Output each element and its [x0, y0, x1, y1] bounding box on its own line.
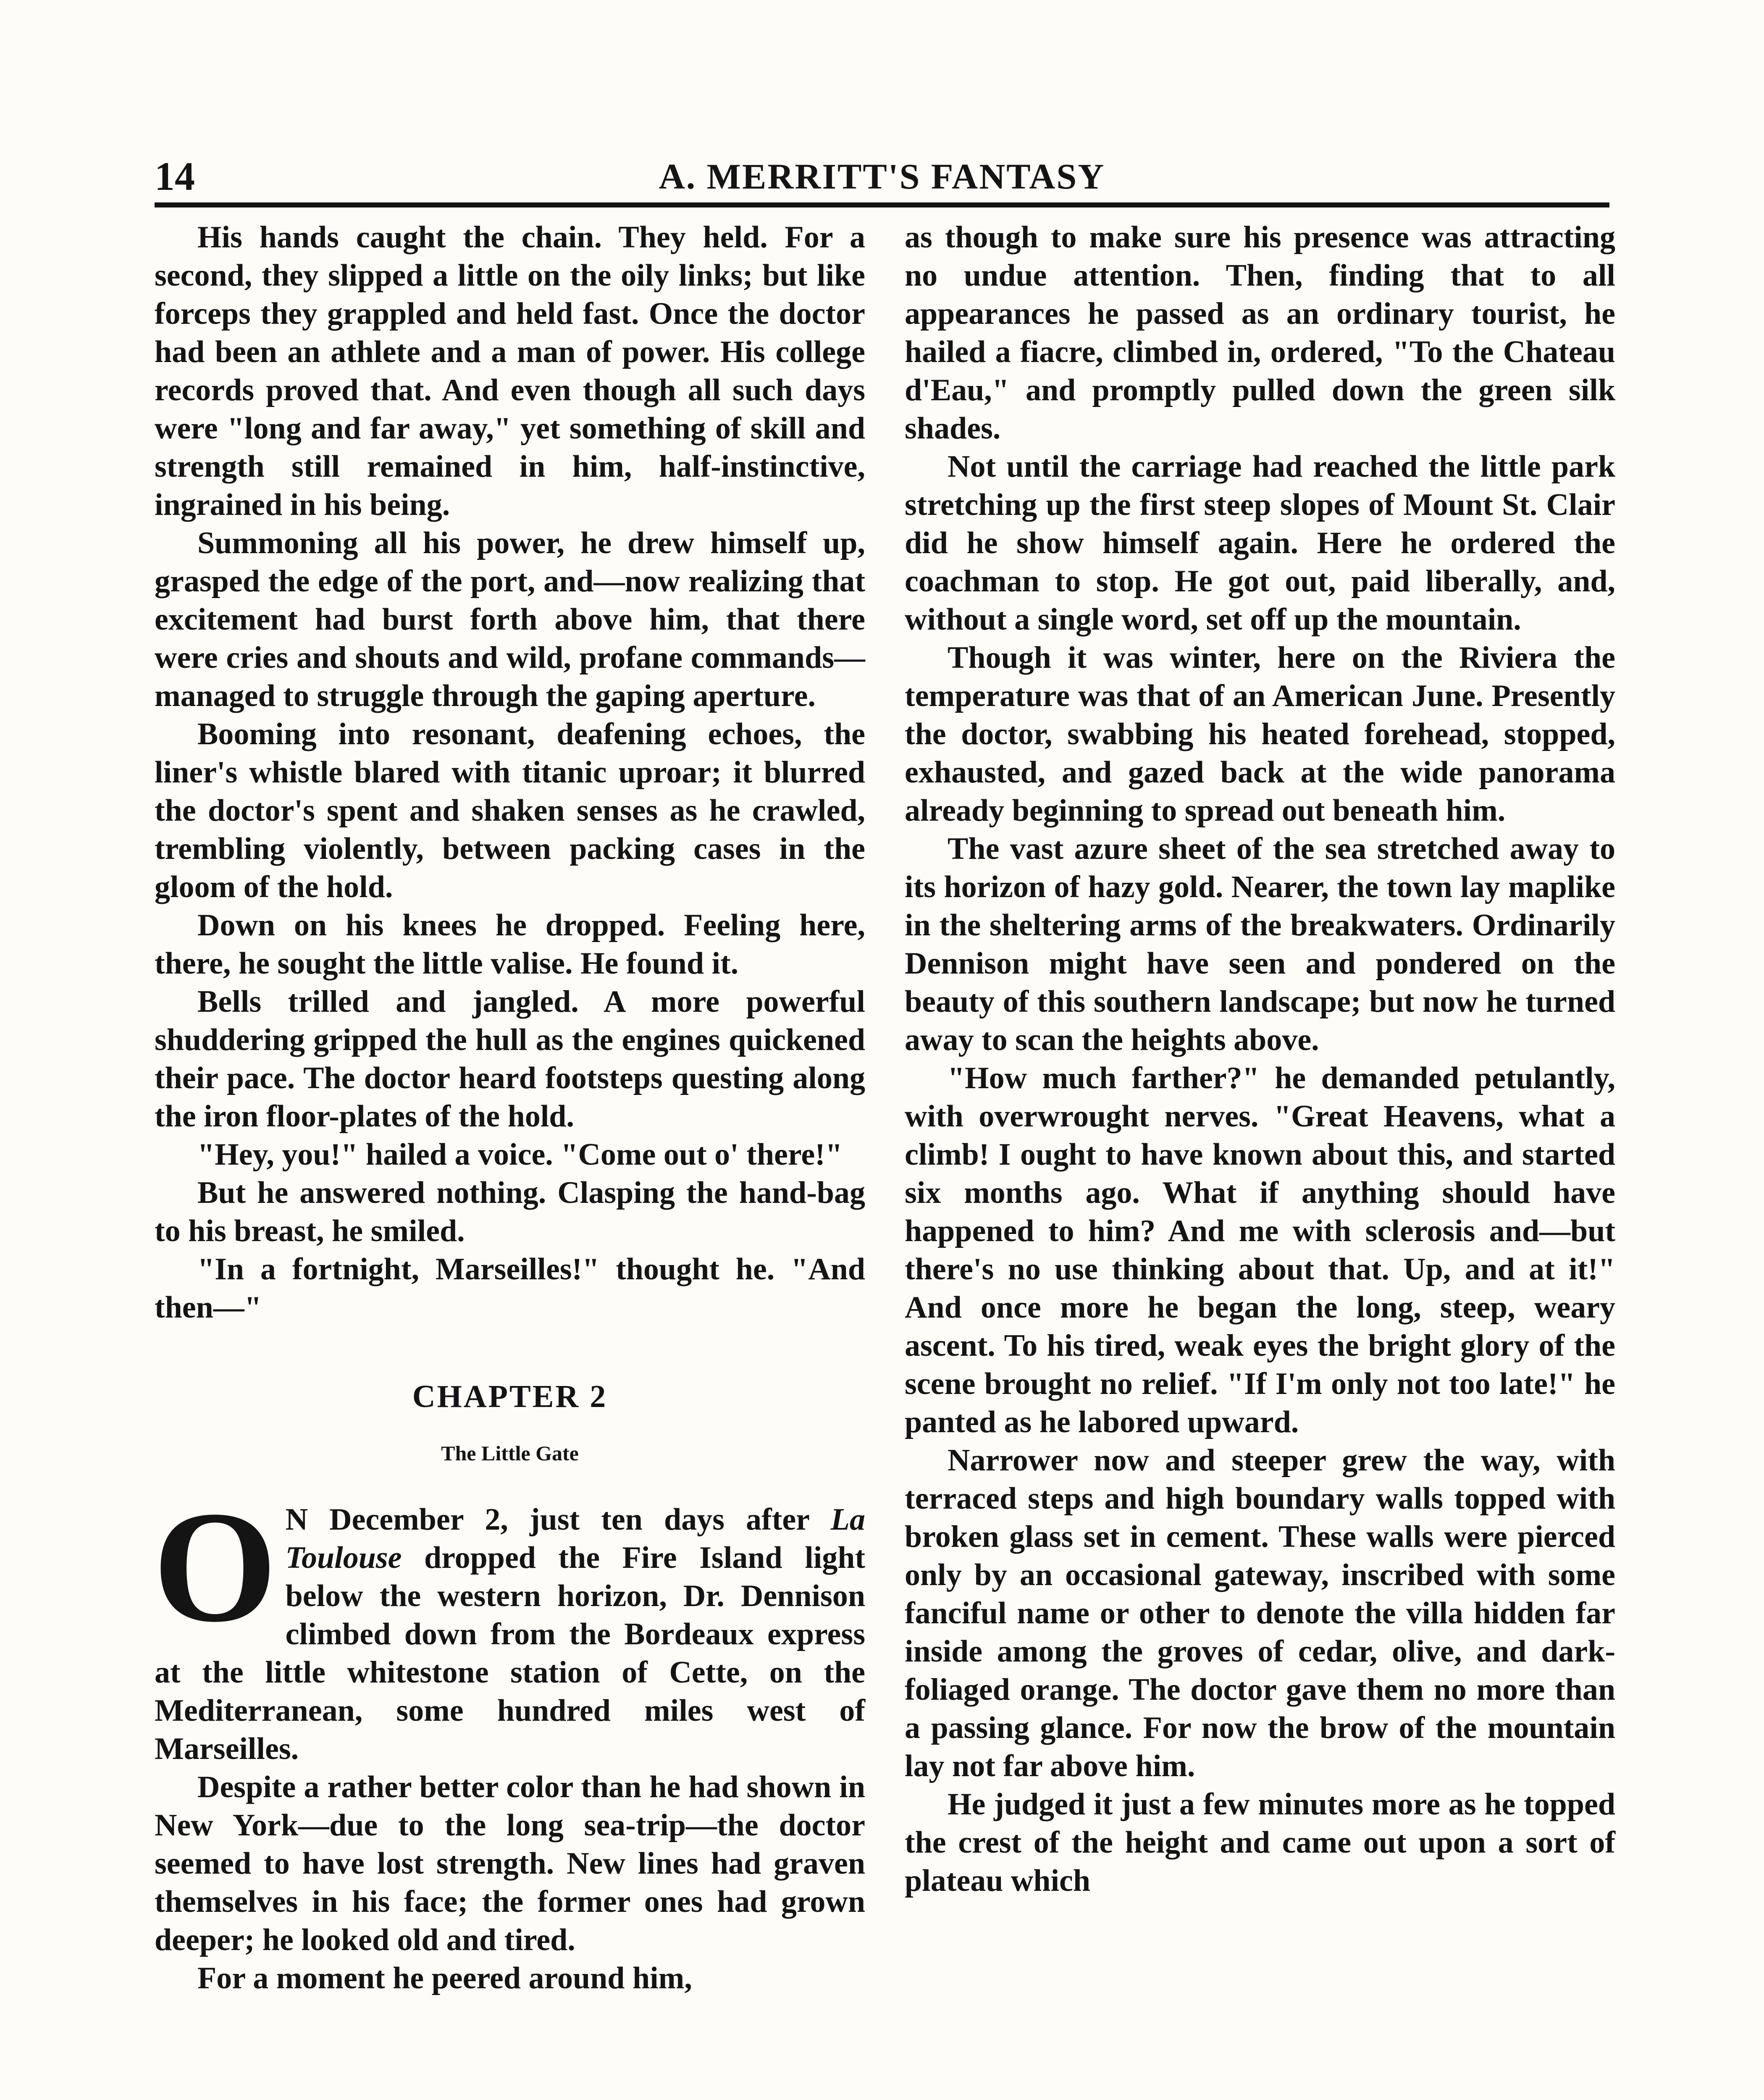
paragraph: "In a fortnight, Marseilles!" thought he. "And then—"	[155, 1252, 865, 1325]
paragraph: His hands caught the chain. They held. For a second, they slipped a little on the oily links; but like forceps they grappled and held fast. Once the doctor had been an athlete and a man of power. His college records proved that. And even though all such days were "long and far away," yet something of skill and strength still remained in him, half-instinctive, ingrained in his being.	[155, 220, 865, 522]
paragraph: The vast azure sheet of the sea stretched away to its horizon of hazy gold. Nearer, the town lay maplike in the sheltering arms of the breakwaters. Ordinarily Dennison might have seen and pondered on the beauty of this southern landscape; but now he turned away to scan the heights above.	[905, 832, 1615, 1057]
right-column	[905, 218, 1615, 1900]
paragraph: Not until the carriage had reached the little park stretching up the first steep slopes of Mount St. Clair did he show himself again. Here he ordered the coachman to stop. He got out, paid liberally, and, without a single word, set off up the mountain.	[905, 449, 1615, 637]
paragraph: Bells trilled and jangled. A more powerful shuddering gripped the hull as the engines quickened their pace. The doctor heard footsteps questing along the iron floor-plates of the hold.	[155, 984, 865, 1134]
ship-name: La Toulouse	[285, 1502, 865, 1575]
paragraph: "How much farther?" he demanded petulantly, with overwrought nerves. "Great Heavens, what a climb! I ought to have known about this, and started six months ago. What if anything should have happened to him? And me with sclerosis and—but there's no use thinking about that. Up, and at it!" And once more he began the long, steep, weary ascent. To his tired, weak eyes the bright glory of the scene brought no relief. "If I'm only not too late!" he panted as he labored upward.	[905, 1061, 1615, 1439]
paragraph: For a moment he peered around him,	[197, 1961, 692, 1995]
paragraph: Though it was winter, here on the Riviera the temperature was that of an American June. Presently the doctor, swabbing his heated forehead, stopped, exhausted, and gazed back at the wide panorama already beginning to spread out beneath him.	[905, 640, 1615, 828]
header-rule	[155, 202, 1609, 207]
opening-text: N December 2, just ten days after	[285, 1502, 831, 1537]
paragraph: Summoning all his power, he drew himself up, grasped the edge of the port, and—now realizing that excitement had burst forth above him, that there were cries and shouts and wild, profane commands—managed to struggle through the gaping aperture.	[155, 526, 865, 713]
page-header	[155, 151, 1609, 202]
drop-cap: O	[153, 1478, 277, 1655]
paragraph: Down on his knees he dropped. Feeling here, there, he sought the little valise. He found it.	[155, 908, 865, 981]
paragraph: Narrower now and steeper grew the way, with terraced steps and high boundary walls topped with broken glass set in cement. These walls were pierced only by an occasional gateway, inscribed with some fanciful name or other to denote the villa hidden far inside among the groves of cedar, olive, and dark-foliaged orange. The doctor gave them no more than a passing glance. For now the brow of the mountain lay not far above him.	[905, 1443, 1615, 1783]
page-number: 14	[155, 154, 195, 199]
left-column	[155, 218, 865, 1998]
paragraph: But he answered nothing. Clasping the hand-bag to his breast, he smiled.	[155, 1176, 865, 1248]
chapter-subtitle: The Little Gate	[441, 1441, 579, 1465]
chapter-heading: CHAPTER 2	[412, 1379, 608, 1414]
paragraph: as though to make sure his presence was attracting no undue attention. Then, finding that to all appearances he passed as an ordinary tourist, he hailed a fiacre, climbed in, ordered, "To the Chateau d'Eau," and promptly pulled down the green silk shades.	[905, 220, 1615, 446]
paragraph: Booming into resonant, deafening echoes, the liner's whistle blared with titanic uproar; it blurred the doctor's spent and shaken senses as he crawled, trembling violently, between packing cases in the gloom of the hold.	[155, 717, 865, 904]
opening-paragraph	[153, 1478, 865, 1768]
paragraph: "Hey, you!" hailed a voice. "Come out o' there!"	[197, 1137, 843, 1172]
running-title: A. MERRITT'S FANTASY	[659, 156, 1105, 197]
paragraph: Despite a rather better color than he had shown in New York—due to the long sea-trip—the doctor seemed to have lost strength. New lines had graven themselves in his face; the former ones had grown deeper; he looked old and tired.	[155, 1770, 865, 1957]
paragraph: He judged it just a few minutes more as he topped the crest of the height and came out upon a sort of plateau which	[905, 1787, 1615, 1898]
opening-text-continued: dropped the Fire Island light below the western horizon, Dr. Dennison climbed down from the Bordeaux express at the little whitestone station of Cette, on the Mediterranean, some hundred miles west of Marseilles.	[155, 1541, 865, 1766]
